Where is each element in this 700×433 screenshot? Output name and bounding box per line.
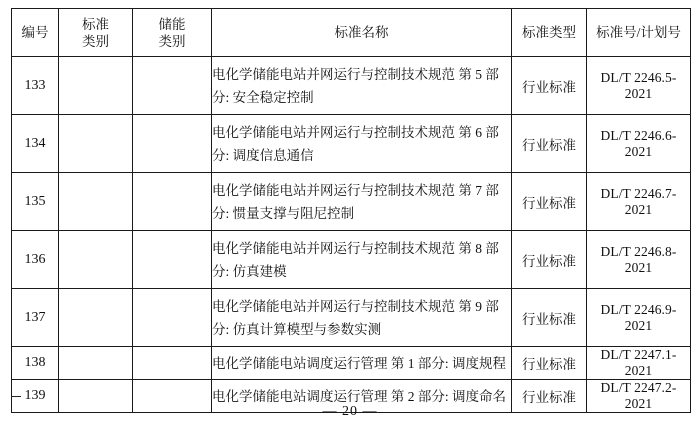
table-row <box>12 115 691 173</box>
page-number: — 20 — <box>322 404 378 419</box>
cell-standard-name <box>212 231 512 289</box>
footer-rule <box>11 396 21 397</box>
table-row <box>12 231 691 289</box>
column-header-storage-category-line1: 储能 <box>158 16 186 32</box>
column-header-standard-code <box>587 9 691 57</box>
cell-standard-type: 行业标准 <box>512 57 587 115</box>
cell-standard-name <box>212 289 512 347</box>
cell-standard-code: DL/T 2246.6-2021 <box>587 115 691 173</box>
cell-standard-name-line: 电化学储能电站并网运行与控制技术规范 第 9 部 <box>212 298 499 314</box>
column-header-number-line1: 编号 <box>21 25 49 40</box>
cell-standard-name-line: 分: 仿真计算模型与参数实测 <box>212 321 382 337</box>
cell-storage-category <box>133 289 212 347</box>
cell-standard-type: 行业标准 <box>512 231 587 289</box>
cell-number: 137 <box>12 289 59 347</box>
cell-standard-name <box>212 115 512 173</box>
cell-standard-code: DL/T 2247.2-2021 <box>587 380 691 413</box>
cell-storage-category <box>133 57 212 115</box>
cell-standard-name-line: 电化学储能电站并网运行与控制技术规范 第 6 部 <box>212 124 499 140</box>
cell-standard-name-line: 电化学储能电站并网运行与控制技术规范 第 8 部 <box>212 240 499 256</box>
cell-storage-category <box>133 115 212 173</box>
cell-standard-code: DL/T 2246.7-2021 <box>587 173 691 231</box>
cell-standard-category <box>59 57 133 115</box>
standards-table <box>11 8 691 413</box>
cell-storage-category <box>133 347 212 380</box>
cell-standard-name <box>212 347 512 380</box>
table-header <box>12 9 691 57</box>
column-header-standard-code-line1: 标准号/计划号 <box>596 25 681 40</box>
cell-standard-category <box>59 115 133 173</box>
cell-storage-category <box>133 173 212 231</box>
cell-number: 138 <box>12 347 59 380</box>
cell-standard-name-line: 电化学储能电站并网运行与控制技术规范 第 7 部 <box>212 182 499 198</box>
cell-standard-name-line: 电化学储能电站调度运行管理 第 1 部分: 调度规程 <box>212 355 507 371</box>
column-header-standard-type-line1: 标准类型 <box>522 25 576 40</box>
cell-standard-type: 行业标准 <box>512 289 587 347</box>
cell-standard-type: 行业标准 <box>512 115 587 173</box>
cell-standard-type: 行业标准 <box>512 347 587 380</box>
cell-standard-name <box>212 173 512 231</box>
cell-standard-code: DL/T 2246.8-2021 <box>587 231 691 289</box>
cell-standard-category <box>59 231 133 289</box>
table-row <box>12 289 691 347</box>
column-header-standard-name-line1: 标准名称 <box>334 25 389 40</box>
cell-number: 133 <box>12 57 59 115</box>
cell-standard-category <box>59 173 133 231</box>
cell-storage-category <box>133 231 212 289</box>
cell-standard-name-line: 电化学储能电站并网运行与控制技术规范 第 5 部 <box>212 66 499 82</box>
table-row <box>12 173 691 231</box>
cell-standard-type: 行业标准 <box>512 380 587 413</box>
cell-standard-name <box>212 57 512 115</box>
cell-standard-type: 行业标准 <box>512 173 587 231</box>
cell-standard-code: DL/T 2246.5-2021 <box>587 57 691 115</box>
column-header-standard-category-line2: 类别 <box>82 33 109 49</box>
cell-standard-code: DL/T 2246.9-2021 <box>587 289 691 347</box>
cell-standard-code: DL/T 2247.1-2021 <box>587 347 691 380</box>
cell-standard-name-line: 分: 安全稳定控制 <box>212 89 314 105</box>
column-header-standard-category-line1: 标准 <box>82 16 109 32</box>
cell-standard-category <box>59 347 133 380</box>
column-header-number <box>12 9 59 57</box>
column-header-standard-type <box>512 9 587 57</box>
column-header-storage-category <box>133 9 212 57</box>
cell-standard-name-line: 分: 仿真建模 <box>212 263 287 279</box>
column-header-storage-category-line2: 类别 <box>158 33 186 49</box>
cell-number: 139 <box>12 380 59 413</box>
cell-standard-name-line: 分: 惯量支撑与阻尼控制 <box>212 205 355 221</box>
table-body <box>12 57 691 413</box>
cell-number: 135 <box>12 173 59 231</box>
table-row <box>12 347 691 380</box>
column-header-standard-name <box>212 9 512 57</box>
cell-standard-category <box>59 289 133 347</box>
table-header-row <box>12 9 691 57</box>
cell-number: 136 <box>12 231 59 289</box>
cell-number: 134 <box>12 115 59 173</box>
column-header-standard-category <box>59 9 133 57</box>
table-row <box>12 57 691 115</box>
cell-standard-name-line: 电化学储能电站调度运行管理 第 2 部分: 调度命名 <box>212 388 507 404</box>
standards-table-container <box>11 8 690 413</box>
cell-standard-name-line: 分: 调度信息通信 <box>212 147 314 163</box>
